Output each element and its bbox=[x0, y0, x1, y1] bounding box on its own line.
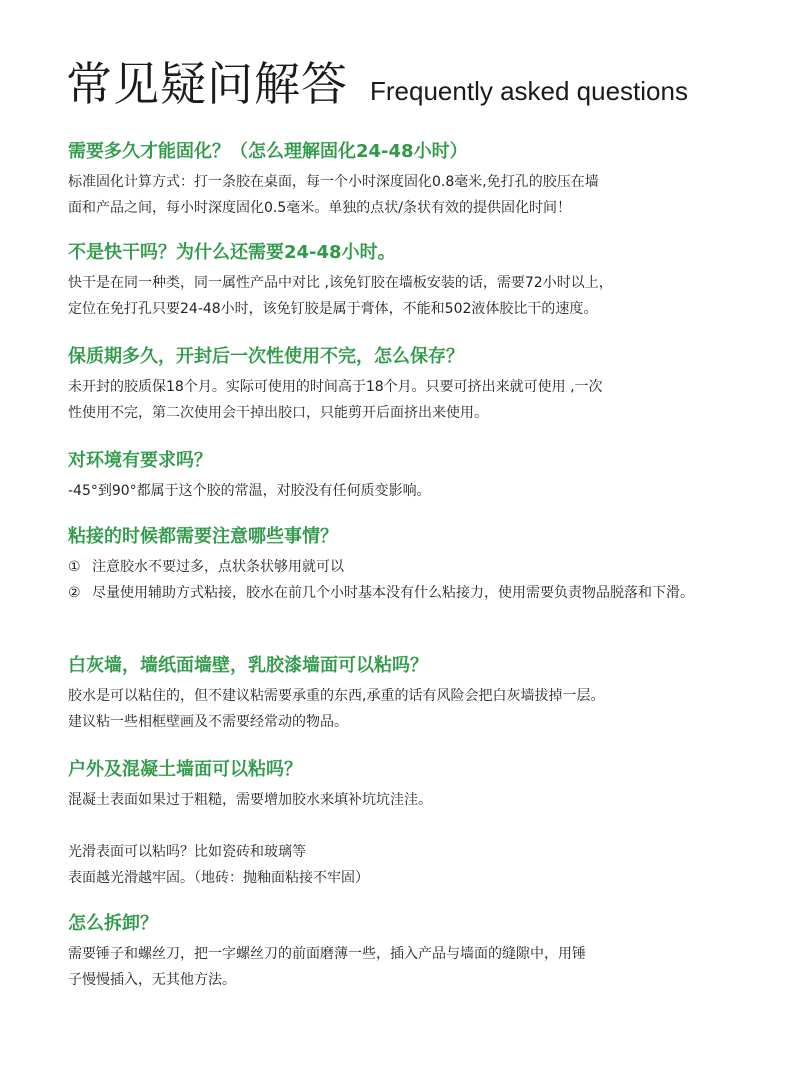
faq-item bbox=[68, 653, 748, 735]
page-title: 常见疑问解答 bbox=[66, 57, 348, 111]
faq-answer bbox=[68, 787, 748, 891]
faq-item bbox=[68, 448, 748, 504]
faq-item bbox=[68, 911, 748, 993]
answer-line: 混凝土表面如果过于粗糙，需要增加胶水来填补坑坑洼洼。 bbox=[68, 792, 432, 808]
answer-line: 表面越光滑越牢固。（地砖：抛釉面粘接不牢固） bbox=[68, 870, 369, 886]
faq-answer bbox=[68, 270, 748, 322]
faq-answer bbox=[68, 374, 748, 426]
page-header bbox=[66, 48, 746, 111]
faq-item bbox=[68, 344, 748, 426]
answer-line: 快干是在同一种类，同一属性产品中对比 ,该免钉胶在墙板安装的话，需要72小时以上， bbox=[68, 275, 613, 291]
answer-line: 子慢慢插入，无其他方法。 bbox=[68, 972, 236, 988]
answer-line: 胶水是可以粘住的，但不建议粘需要承重的东西,承重的话有风险会把白灰墙拔掉一层。 bbox=[68, 688, 605, 704]
faq-question: 怎么拆卸？ bbox=[68, 913, 158, 934]
faq-question: 不是快干吗？为什么还需要24-48小时。 bbox=[68, 242, 396, 263]
faq-answer bbox=[68, 554, 748, 606]
faq-question: 粘接的时候都需要注意哪些事情？ bbox=[68, 526, 338, 547]
item-text: 尽量使用辅助方式粘接，胶水在前几个小时基本没有什么粘接力，使用需要负责物品脱落和下滑。 bbox=[92, 585, 694, 601]
faq-question: 保质期多久，开封后一次性使用不完，怎么保存？ bbox=[68, 346, 464, 367]
answer-line: 光滑表面可以粘吗？比如瓷砖和玻璃等 bbox=[68, 844, 306, 860]
faq-question: 户外及混凝土墙面可以粘吗？ bbox=[68, 759, 302, 780]
numbered-item bbox=[68, 580, 748, 606]
paragraph-gap bbox=[68, 813, 748, 839]
faq-item bbox=[68, 757, 748, 891]
answer-line: 面和产品之间，每小时深度固化0.5毫米。单独的点状/条状有效的提供固化时间！ bbox=[68, 200, 571, 216]
faq-item bbox=[68, 139, 748, 221]
item-number: ② bbox=[68, 585, 81, 601]
faq-answer bbox=[68, 941, 748, 993]
faq-question: 需要多久才能固化？（怎么理解固化24-48小时） bbox=[68, 141, 468, 162]
answer-line: 需要锤子和螺丝刀，把一字螺丝刀的前面磨薄一些，插入产品与墙面的缝隙中，用锤 bbox=[68, 946, 586, 962]
answer-line: 建议粘一些相框壁画及不需要经常动的物品。 bbox=[68, 714, 348, 730]
faq-answer bbox=[68, 683, 748, 735]
faq-question: 白灰墙，墙纸面墙壁，乳胶漆墙面可以粘吗？ bbox=[68, 655, 428, 676]
answer-line: 标准固化计算方式：打一条胶在桌面，每一个小时深度固化0.8毫米,免打孔的胶压在墙 bbox=[68, 174, 599, 190]
item-text: 注意胶水不要过多，点状条状够用就可以 bbox=[92, 559, 344, 575]
faq-item bbox=[68, 240, 748, 322]
answer-line: -45°到90°都属于这个胶的常温，对胶没有任何质变影响。 bbox=[68, 483, 431, 499]
answer-line: 定位在免打孔只要24-48小时，该免钉胶是属于膏体，不能和502液体胶比干的速度。 bbox=[68, 301, 598, 317]
numbered-item bbox=[68, 554, 748, 580]
faq-answer bbox=[68, 478, 748, 504]
item-number: ① bbox=[68, 559, 81, 575]
faq-question: 对环境有要求吗？ bbox=[68, 450, 212, 471]
answer-line: 性使用不完，第二次使用会干掉出胶口，只能剪开后面挤出来使用。 bbox=[68, 405, 488, 421]
faq-item bbox=[68, 524, 748, 606]
page-subtitle: Frequently asked questions bbox=[370, 76, 688, 106]
answer-line: 未开封的胶质保18个月。实际可使用的时间高于18个月。只要可挤出来就可使用 ,一次 bbox=[68, 379, 603, 395]
faq-answer bbox=[68, 169, 748, 221]
